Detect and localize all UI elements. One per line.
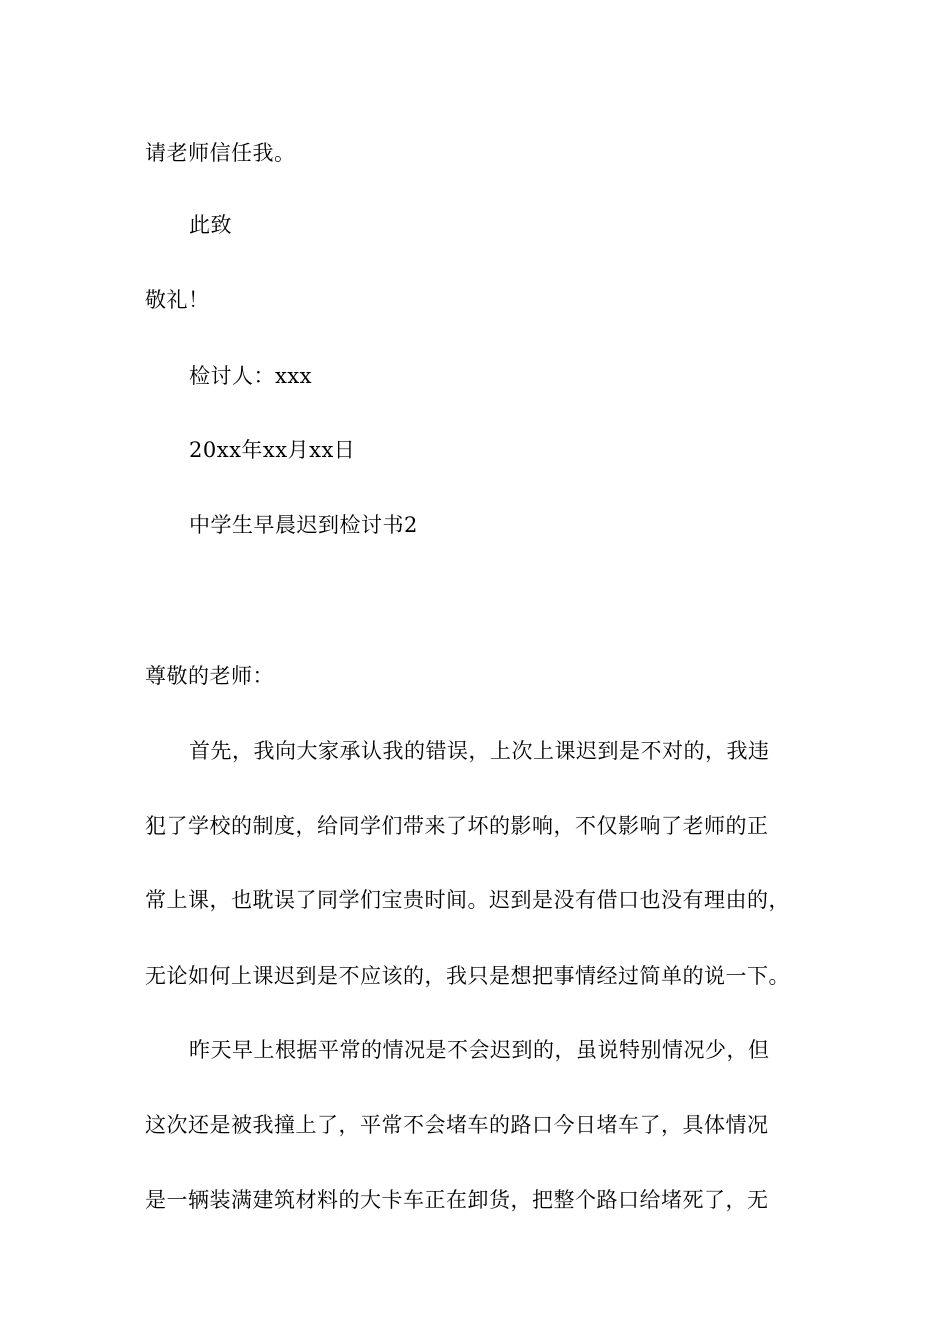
paragraph-line: 首先，我向大家承认我的错误，上次上课迟到是不对的，我违 xyxy=(189,739,770,763)
paragraph-line: 是一辆装满建筑材料的大卡车正在卸货，把整个路口给堵死了，无 xyxy=(145,1188,769,1212)
paragraph-line: 犯了学校的制度，给同学们带来了坏的影响，不仅影响了老师的正 xyxy=(145,814,769,838)
section-title: 中学生早晨迟到检讨书2 xyxy=(189,513,418,537)
signature-date: 20xx年xx月xx日 xyxy=(189,438,356,462)
paragraph-line: 无论如何上课迟到是不应该的，我只是想把事情经过简单的说一下。 xyxy=(145,964,790,988)
salutation-jingli: 敬礼！ xyxy=(145,288,210,312)
paragraph-line: 常上课，也耽误了同学们宝贵时间。迟到是没有借口也没有理由的， xyxy=(145,888,790,912)
salutation-cizhi: 此致 xyxy=(189,213,232,237)
paragraph-line: 昨天早上根据平常的情况是不会迟到的，虽说特别情况少，但 xyxy=(189,1038,770,1062)
signature-author: 检讨人：xxx xyxy=(189,364,313,388)
paragraph-line: 这次还是被我撞上了，平常不会堵车的路口今日堵车了，具体情况 xyxy=(145,1113,769,1137)
greeting: 尊敬的老师： xyxy=(145,664,274,688)
closing-sentence: 请老师信任我。 xyxy=(145,141,296,165)
